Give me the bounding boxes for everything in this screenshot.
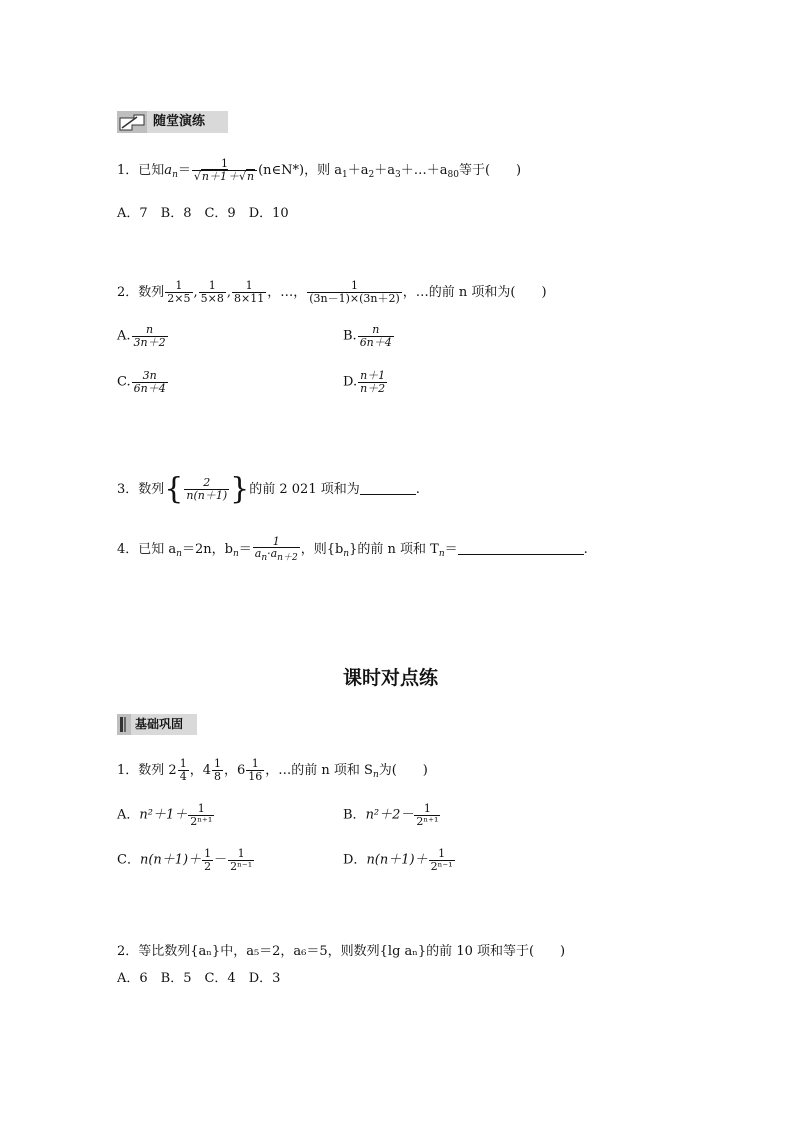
answer-blank[interactable] bbox=[360, 482, 416, 495]
pencil-icon bbox=[117, 111, 147, 133]
option-d: D. $\frac{n+1}{n+2}$ bbox=[343, 369, 386, 395]
question-1b: 1．数列 2 $\frac{1}{4}$ ，4 $\frac{1}{8}$ ，6 $\frac{1}{16}$ ，…的前 n 项和 $S_n$为( ) bbox=[117, 757, 428, 783]
option-b: B．n²＋2－ $\frac{1}{\text{2ⁿ⁺¹}}$ bbox=[343, 802, 439, 828]
option-c: C．n(n＋1)＋ $\frac{1}{2}$ － $\frac{1}{\text{2ⁿ⁻¹}}$ bbox=[117, 847, 253, 873]
option-b: B. $\frac{n}{6n+4}$ bbox=[343, 323, 392, 349]
page-title: 课时对点练 bbox=[343, 667, 439, 689]
book-icon bbox=[117, 714, 131, 735]
fraction: $\frac{1}{√n+1+√n}$ bbox=[192, 158, 257, 182]
question-2b-options: A．6 B．5 C．4 D．3 bbox=[117, 971, 281, 986]
option-a: A. $\frac{n}{3n+2}$ bbox=[117, 323, 166, 349]
question-4: 4．已知 $a_n=2n$，$b_n=$ $\frac{1}{a_n\cdot a_{n+2}}$ ，则$\{b_n\}$的前 n 项和 $T_n=$ . bbox=[117, 534, 588, 564]
section-header-practice bbox=[117, 111, 228, 133]
question-1: 1．已知$a_n=$ $\frac{1}{√n+1+√n}$ (n∈N*)，则 $a_1+a_2+a_3+\dots+a_{80}$等于( ) bbox=[117, 157, 522, 183]
question-2: 2．数列 $\frac{1}{2\times 5}$ , $\frac{1}{5\times 8}$ , $\frac{1}{8\times 11}$ ，…， $\frac{1}{(3n-1)\times(3n+2)}$ ，…的前 n 项和为( ) bbox=[117, 279, 547, 305]
answer-blank[interactable] bbox=[458, 542, 584, 555]
section-title: 基础巩固 bbox=[135, 717, 184, 731]
section-title: 随堂演练 bbox=[153, 114, 206, 129]
option-c: C. $\frac{3n}{6n+4}$ bbox=[117, 369, 166, 395]
question-1-options: A．7 B．8 C．9 D．10 bbox=[117, 206, 289, 221]
section-header-basics bbox=[117, 714, 197, 735]
option-d: D．n(n＋1)＋ $\frac{1}{\text{2ⁿ⁻¹}}$ bbox=[343, 847, 453, 873]
question-2b: 2．等比数列{aₙ}中，a₅＝2，a₆＝5，则数列{lg aₙ}的前 10 项和等于( ) bbox=[117, 944, 566, 959]
option-a: A．n²＋1＋ $\frac{1}{\text{2ⁿ⁺¹}}$ bbox=[117, 802, 213, 828]
question-3: 3．数列{ $\frac{2}{n(n+1)}$ }的前 2 021 项和为 . bbox=[117, 471, 420, 507]
